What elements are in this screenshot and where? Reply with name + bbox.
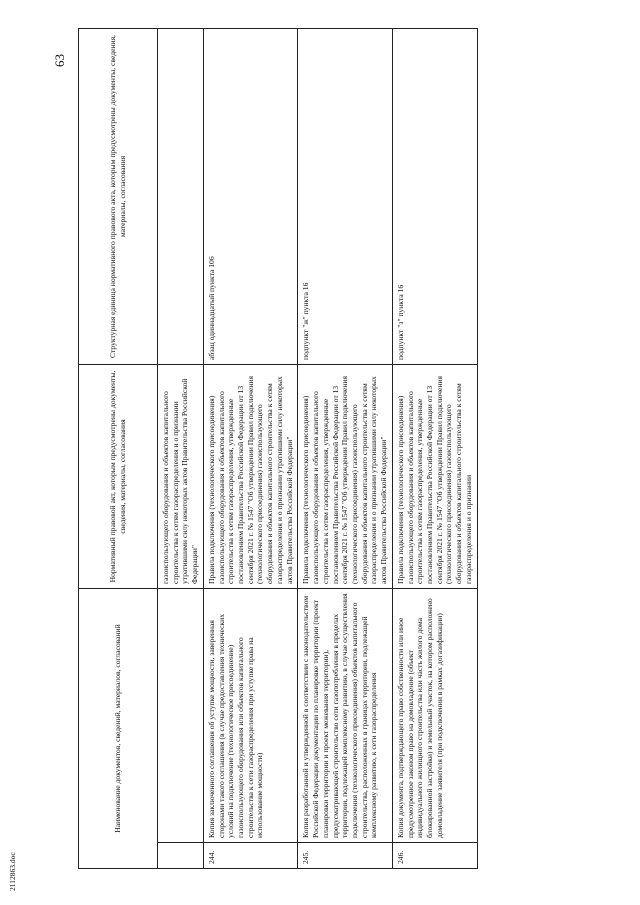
table-row [298,29,392,869]
table-row-continuation [158,29,204,869]
table-row [203,29,297,869]
table-header-row [79,29,158,869]
page-number: 63 [52,54,67,67]
document-code: 2112863.doc [8,852,17,891]
cell-name [158,589,204,843]
row-name: Копия разработанной и утвержденной в соответствии с законодательством Российской Федерации документации по планировке территории (проект планировки территории и проект межевания территории), предусматривающей строительство сети газопотребления в пределах территории, подлежащей комплексному развитию, в случае осуществления подключения (технологического присоединения) объектов капитального строительства, расположенных в границах территории, подлежащей комплексному развитию, к сети газораспределения [298,589,392,843]
header-act: Нормативный правовой акт, которым предусмотрены документы, сведения, материалы, согласования [79,365,158,589]
row-number: 244. [203,843,297,869]
cell-num [158,843,204,869]
cell-act: газоиспользующего оборудования и объектов капитального строительства к сетям газораспределения и о признании утратившими силу некоторых актов Правительства Российской Федерации" [158,365,204,589]
row-unit: абзац одиннадцатый пункта 106 [203,29,297,365]
row-act: Правила подключения (технологического присоединения) газоиспользующего оборудования и объектов капитального строительства к сетям газораспределения, утвержденные постановлением Правительства Российской Федерации от 13 сентября 2021 г. № 1547 "Об утверждении Правил подключения (технологического присоединения) газоиспользующего оборудования и объектов капитального строительства к сетям газораспределения и о признании утратившими силу некоторых актов Правительства Российской Федерации" [203,365,297,589]
row-unit: подпункт "ж" пункта 16 [298,29,392,365]
cell-unit [158,29,204,365]
row-number: 246. [392,843,477,869]
row-name: Копия заключенного соглашения об уступке мощности, заверенная сторонами такого соглашения (в случае предоставления технических условий на подключение (технологическое присоединение) газоиспользующего оборудования или объектов капитального строительства к сети газораспределения при уступке права на использование мощности) [203,589,297,843]
row-name: Копия документа, подтверждающего право собственности или иное предусмотренное законом право на домовладение (объект индивидуального жилищного строительства или часть жилого дома блокированной застройки) и земельный участок, на котором расположено домовладение заявителя (при подключении в рамках догазификации) [392,589,477,843]
header-name: Наименование документов, сведений, материалов, согласований [79,589,158,869]
row-act: Правила подключения (технологического присоединения) газоиспользующего оборудования и объектов капитального строительства к сетям газораспределения, утвержденные постановлением Правительства Российской Федерации от 13 сентября 2021 г. № 1547 "Об утверждении Правил подключения (технологического присоединения) газоиспользующего оборудования и объектов капитального строительства к сетям газораспределения и о признании утратившими силу некоторых актов Правительства Российской Федерации" [298,365,392,589]
row-number: 245. [298,843,392,869]
table-row [392,29,477,869]
header-unit: Структурная единица нормативного правового акта, которым предусмотрены документы, сведения, материалы, согласования [79,29,158,365]
row-act: Правила подключения (технологического присоединения) газоиспользующего оборудования и объектов капитального строительства к сетям газораспределения, утвержденные постановлением Правительства Российской Федерации от 13 сентября 2021 г. № 1547 "Об утверждении Правил подключения (технологического присоединения) газоиспользующего оборудования и объектов капитального строительства к сетям газораспределения и о признании [392,365,477,589]
row-unit: подпункт "з" пункта 16 [392,29,477,365]
documents-table [78,28,478,869]
